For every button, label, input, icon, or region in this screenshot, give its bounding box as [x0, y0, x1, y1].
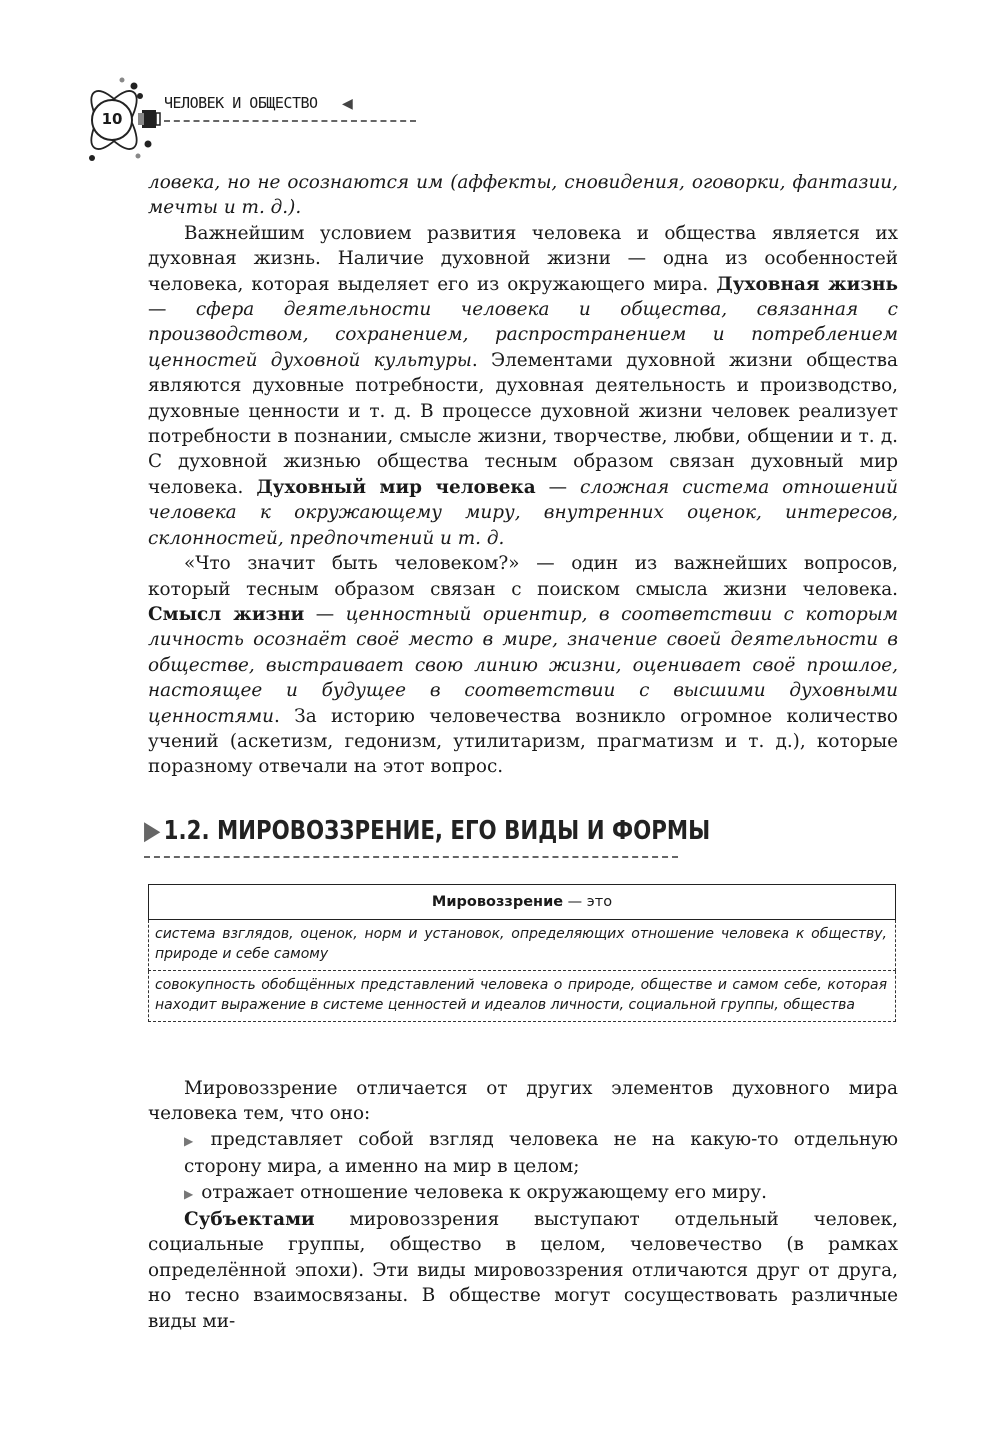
paragraph-spiritual-life: [148, 221, 898, 551]
term-spiritual-life: Духовная жизнь: [716, 273, 898, 295]
dash: —: [535, 476, 580, 498]
paragraph-text: . Элементами духовной жизни общества являются духовные потребности, духовная деятельность и производство, духовные ценности и т. д. В процессе духовной жизни человек реализует потребности в познании, смысле жизни, творчестве, любви, общении и т. д. С духовной жизнью общества тесным образом связан духовный мир человека.: [148, 349, 898, 498]
paragraph-text: Важнейшим условием развития человека и общества является их духовная жизнь. Наличие духовной жизни — одна из особенностей человека, которая выделяет его из окружающего мира.: [148, 222, 898, 295]
dash: —: [304, 603, 346, 625]
triangle-right-icon: ▶: [144, 816, 161, 846]
text-block-top: [148, 170, 898, 780]
definition-meaning-of-life: ценностный ориентир, в соответствии с которым личность осознаёт своё место в мире, значение своей деятельности в обществе, выстраивает свою линию жизни, оценивает своё прошлое, настоящее и будущее в соответствии с высшими духовными ценностями: [148, 603, 898, 727]
bullet-triangle-icon: ▶: [184, 1186, 194, 1201]
bullet-text: представляет собой взгляд человека не на какую-то отдельную сторону мира, а именно на мир в целом;: [184, 1128, 899, 1178]
text-block-bottom: [148, 1076, 898, 1334]
page-number: 10: [101, 110, 123, 128]
definition-spiritual-world: сложная система отношений человека к окружающему миру, внутренних оценок, интересов, склонностей, предпочтений и т. д.: [148, 476, 898, 549]
paragraph-text: мировоззрения выступают отдельный человек, социальные группы, общество в целом, человечество (в рамках определённой эпохи). Эти виды мировоззрения отличаются друг от друга, но тесно взаимосвязаны. В обществе могут сосуществовать различные виды ми-: [148, 1209, 898, 1332]
paragraph-meaning-of-life: [148, 551, 898, 780]
paragraph-intro: Мировоззрение отличается от других элементов духовного мира человека тем, что оно:: [148, 1078, 898, 1125]
term-subjects: Субъектами: [184, 1209, 315, 1231]
paragraph-text: . За историю человечества возникло огромное количество учений (аскетизм, гедонизм, утилитаризм, прагматизм и т. д.), которые поразному отвечали на этот вопрос.: [148, 705, 898, 778]
running-title: ЧЕЛОВЕК И ОБЩЕСТВО: [164, 94, 318, 112]
definition-spiritual-life: сфера деятельности человека и общества, связанная с производством, сохранением, распространением и потреблением ценностей духовной культуры: [148, 299, 898, 371]
section-heading: [144, 816, 711, 858]
page-header: [78, 72, 378, 172]
section-title: [144, 816, 711, 846]
term-meaning-of-life: Смысл жизни: [148, 603, 305, 625]
atom-emblem-icon: [78, 72, 178, 172]
definition-suffix: — это: [563, 894, 613, 910]
section-title-text: 1.2. МИРОВОЗЗРЕНИЕ, ЕГО ВИДЫ И ФОРМЫ: [163, 816, 711, 846]
bullet-item: [148, 1180, 898, 1207]
definition-item: совокупность обобщённых представлений человека о природе, обществе и самом себе, которая находит выражение в системе ценностей и идеалов личности, социальной группы, общества: [148, 971, 896, 1022]
paragraph-subjects: [148, 1207, 898, 1334]
section-dashed-rule: [144, 856, 678, 858]
definition-term: Мировоззрение: [431, 894, 564, 910]
definition-item: система взглядов, оценок, норм и установок, определяющих отношение человека к обществу, природе и себе самому: [148, 920, 896, 971]
definition-box-header: [148, 884, 896, 920]
bullet-triangle-icon: ▶: [184, 1133, 203, 1148]
term-spiritual-world: Духовный мир человека: [256, 476, 536, 498]
dash: —: [148, 299, 196, 321]
triangle-left-icon: ◀: [342, 96, 353, 112]
header-dashed-rule: [164, 120, 416, 122]
paragraph-text: «Что значит быть человеком?» — один из важнейших вопросов, который тесным образом связан с поиском смысла жизни человека.: [148, 553, 898, 600]
paragraph-continuation: ловека, но не осознаются им (аффекты, сновидения, оговорки, фантазии, мечты и т. д.).: [148, 172, 898, 219]
bullet-item: [148, 1127, 898, 1180]
definition-box: [148, 884, 896, 1022]
bullet-text: отражает отношение человека к окружающему его миру.: [201, 1181, 767, 1203]
